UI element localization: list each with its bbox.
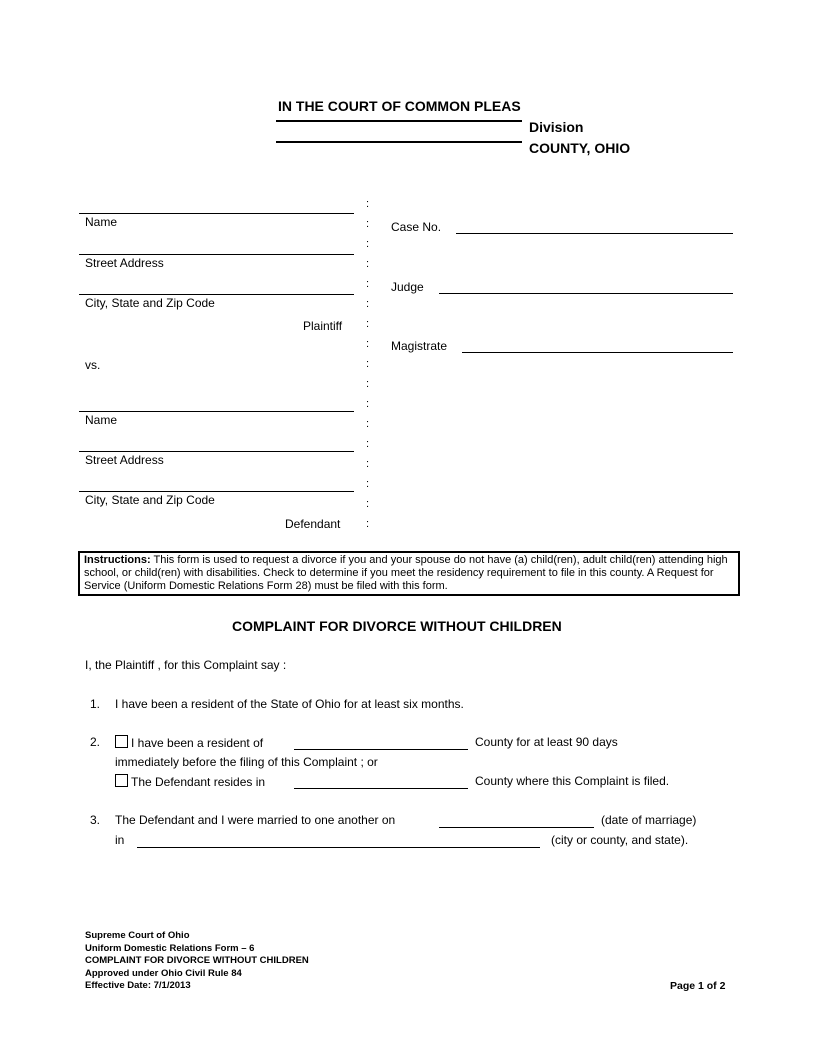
item-2b-post: County where this Complaint is filed. [475,774,670,788]
footer-line-3: COMPLAINT FOR DIVORCE WITHOUT CHILDREN [85,955,309,966]
defendant-county-checkbox[interactable] [115,774,128,787]
item-3-pre: The Defendant and I were married to one another on [115,813,396,827]
division-blank[interactable] [276,120,522,122]
judge-field[interactable] [439,293,733,294]
plaintiff-city-line[interactable] [79,294,354,295]
caption-colon: : [366,318,370,330]
item-3-post: (date of marriage) [601,813,697,827]
item-1-number: 1. [90,697,101,711]
caption-colon: : [366,378,370,390]
court-title: IN THE COURT OF COMMON PLEAS [278,98,521,114]
resident-county-checkbox[interactable] [115,735,128,748]
footer-line-5: Effective Date: 7/1/2013 [85,980,191,991]
caption-colon: : [366,198,370,210]
item-1-text: I have been a resident of the State of Ohio for at least six months. [115,697,464,711]
case-no-label: Case No. [391,220,442,234]
plaintiff-city-label: City, State and Zip Code [85,296,215,310]
defendant-street-line[interactable] [79,451,354,452]
defendant-city-label: City, State and Zip Code [85,493,215,507]
defendant-name-line[interactable] [79,411,354,412]
caption-colon: : [366,498,370,510]
intro-text: I, the Plaintiff , for this Complaint say : [85,658,287,672]
instructions-text: This form is used to request a divorce if you and your spouse do not have (a) child(ren), adult child(ren) attending high school, or child(ren) with disabilities. Check to determine if you meet the residency requirement to file in this county. A Request for Service (Uniform Domestic Relations Form 28) must be filed with this form. [84,554,728,592]
footer-block [85,930,309,993]
item-3-post2: (city or county, and state). [551,833,689,847]
caption-colon: : [366,338,370,350]
caption-colon: : [366,218,370,230]
item-3-number: 3. [90,813,101,827]
caption-colon: : [366,298,370,310]
caption-colon: : [366,438,370,450]
complaint-title: COMPLAINT FOR DIVORCE WITHOUT CHILDREN [232,618,562,634]
plaintiff-street-label: Street Address [85,256,164,270]
plaintiff-street-line[interactable] [79,254,354,255]
county-blank[interactable] [276,141,522,143]
item-2b-pre: The Defendant resides in [131,775,266,789]
item-2a-pre: I have been a resident of [131,736,264,750]
marriage-date-field[interactable] [439,827,594,828]
case-no-field[interactable] [456,233,733,234]
plaintiff-label: Plaintiff [303,319,343,333]
caption-colon: : [366,258,370,270]
caption-colon: : [366,278,370,290]
division-label: Division [529,119,584,135]
item-3-in: in [115,833,125,847]
caption-colon: : [366,398,370,410]
footer-line-1: Supreme Court of Ohio [85,930,190,941]
defendant-street-label: Street Address [85,453,164,467]
defendant-county-field[interactable] [294,788,468,789]
caption-colon: : [366,458,370,470]
page-number: Page 1 of 2 [670,980,726,992]
marriage-place-field[interactable] [137,847,540,848]
item-2b-line [115,774,265,789]
defendant-name-label: Name [85,413,118,427]
versus-label: vs. [85,358,101,372]
item-2a-cont: immediately before the filing of this Complaint ; or [115,755,378,769]
magistrate-field[interactable] [462,352,733,353]
caption-colon: : [366,518,370,530]
caption-colon: : [366,478,370,490]
plaintiff-name-label: Name [85,215,118,229]
item-2a-line [115,735,263,750]
item-2-number: 2. [90,735,101,749]
resident-county-field[interactable] [294,749,468,750]
instructions-label: Instructions: [84,554,151,566]
item-2a-post: County for at least 90 days [475,735,618,749]
caption-colon: : [366,358,370,370]
defendant-label: Defendant [285,517,341,531]
plaintiff-name-line[interactable] [79,213,354,214]
instructions-box [78,551,740,596]
footer-line-2: Uniform Domestic Relations Form – 6 [85,942,255,954]
footer-line-4: Approved under Ohio Civil Rule 84 [85,967,242,979]
judge-label: Judge [391,280,424,294]
caption-colon: : [366,418,370,430]
caption-colon: : [366,238,370,250]
magistrate-label: Magistrate [391,339,448,353]
county-label: COUNTY, OHIO [529,140,631,156]
defendant-city-line[interactable] [79,491,354,492]
